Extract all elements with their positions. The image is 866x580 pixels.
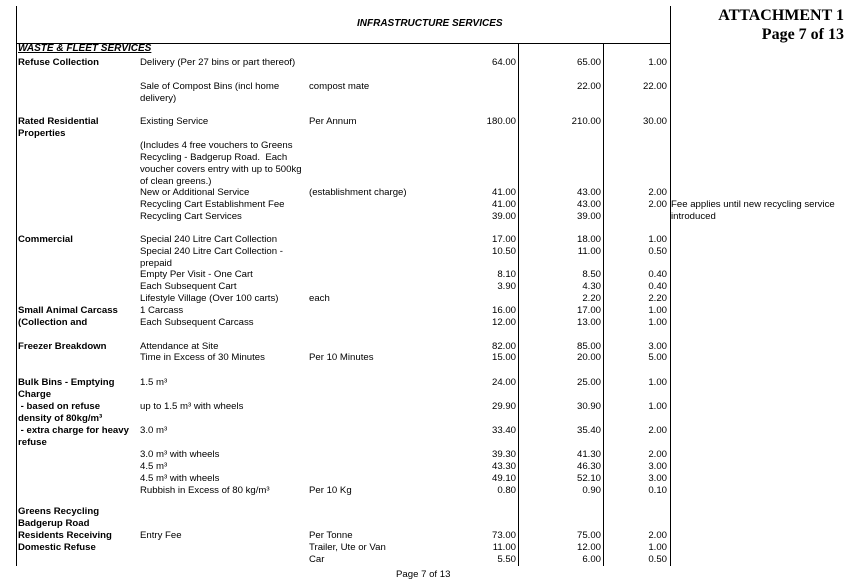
row-proposed-fee: 18.00 — [576, 234, 601, 245]
row-change: 2.00 — [648, 449, 667, 460]
row-proposed-fee: 0.90 — [582, 485, 601, 496]
column-divider-1 — [518, 43, 519, 566]
row-change: 2.20 — [648, 293, 667, 304]
row-proposed-fee: 11.00 — [577, 246, 601, 257]
row-proposed-fee: 22.00 — [576, 81, 601, 92]
row-proposed-fee: 2.20 — [582, 293, 601, 304]
row-current-fee: 5.50 — [497, 554, 516, 565]
row-proposed-fee: 35.40 — [576, 425, 601, 436]
attachment-label — [718, 6, 844, 44]
row-current-fee: 41.00 — [491, 187, 516, 198]
row-description: Time in Excess of 30 Minutes — [140, 352, 265, 363]
row-unit: Car — [309, 554, 325, 565]
row-category: density of 80kg/m³ — [18, 413, 103, 424]
row-unit: Per Annum — [309, 116, 357, 127]
row-change: 1.00 — [648, 542, 667, 553]
row-change: 0.10 — [648, 485, 667, 496]
row-category: Refuse Collection — [18, 57, 100, 68]
row-description: 1.5 m³ — [140, 377, 168, 388]
row-category: Residents Receiving — [18, 530, 112, 541]
row-category: - based on refuse — [18, 401, 101, 412]
row-description: Special 240 Litre Cart Collection - — [140, 246, 283, 257]
row-description: Entry Fee — [140, 530, 182, 541]
row-proposed-fee: 12.00 — [576, 542, 601, 553]
row-description: Attendance at Site — [140, 341, 219, 352]
row-unit: compost mate — [309, 81, 370, 92]
row-change: 1.00 — [648, 305, 667, 316]
row-category: Small Animal Carcass — [18, 305, 118, 316]
row-unit: Per 10 Minutes — [309, 352, 374, 363]
row-category: Commercial — [18, 234, 73, 245]
row-current-fee: 3.90 — [497, 281, 516, 292]
row-note: introduced — [671, 211, 716, 222]
row-change: 3.00 — [648, 461, 667, 472]
row-description: Special 240 Litre Cart Collection — [140, 234, 278, 245]
row-unit: (establishment charge) — [309, 187, 407, 198]
row-current-fee: 180.00 — [486, 116, 516, 127]
row-description: New or Additional Service — [140, 187, 250, 198]
row-change: 2.00 — [648, 187, 667, 198]
row-current-fee: 29.90 — [491, 401, 516, 412]
row-description: voucher covers entry with up to 500kg — [140, 164, 302, 175]
row-description: 4.5 m³ with wheels — [140, 473, 220, 484]
row-current-fee: 43.30 — [491, 461, 516, 472]
attachment-page: Page 7 of 13 — [761, 26, 844, 43]
row-description: 3.0 m³ with wheels — [140, 449, 220, 460]
row-current-fee: 64.00 — [491, 57, 516, 68]
row-current-fee: 24.00 — [491, 377, 516, 388]
row-description: 3.0 m³ — [140, 425, 168, 436]
row-category: Bulk Bins - Emptying — [18, 377, 115, 388]
row-description: 4.5 m³ — [140, 461, 168, 472]
row-proposed-fee: 17.00 — [576, 305, 601, 316]
row-unit: Per Tonne — [309, 530, 353, 541]
row-description: of clean greens.) — [140, 176, 212, 187]
row-category: Rated Residential — [18, 116, 99, 127]
row-unit: Trailer, Ute or Van — [309, 542, 386, 553]
row-proposed-fee: 43.00 — [576, 187, 601, 198]
row-current-fee: 0.80 — [497, 485, 516, 496]
row-description: Recycling Cart Establishment Fee — [140, 199, 285, 210]
row-proposed-fee: 25.00 — [576, 377, 601, 388]
row-proposed-fee: 52.10 — [576, 473, 601, 484]
row-proposed-fee: 20.00 — [576, 352, 601, 363]
row-change: 1.00 — [648, 234, 667, 245]
row-description: Sale of Compost Bins (incl home — [140, 81, 280, 92]
row-change: 5.00 — [648, 352, 667, 363]
row-proposed-fee: 6.00 — [582, 554, 601, 565]
row-change: 1.00 — [648, 377, 667, 388]
row-category: (Collection and — [18, 317, 88, 328]
row-category: Badgerup Road — [18, 518, 90, 529]
row-change: 3.00 — [648, 473, 667, 484]
column-divider-2 — [603, 43, 604, 566]
row-change: 2.00 — [648, 199, 667, 210]
row-description: Lifestyle Village (Over 100 carts) — [140, 293, 279, 304]
row-description: prepaid — [140, 258, 173, 269]
row-description: Recycling Cart Services — [140, 211, 242, 222]
row-proposed-fee: 13.00 — [576, 317, 601, 328]
row-note: Fee applies until new recycling service — [671, 199, 835, 210]
row-category: Domestic Refuse — [18, 542, 96, 553]
row-change: 2.00 — [648, 425, 667, 436]
row-category: Greens Recycling — [18, 506, 100, 517]
row-current-fee: 11.00 — [492, 542, 516, 553]
row-category: - extra charge for heavy — [18, 425, 129, 436]
row-description: Recycling - Badgerup Road. Each — [140, 152, 288, 163]
row-current-fee: 15.00 — [491, 352, 516, 363]
row-proposed-fee: 85.00 — [576, 341, 601, 352]
row-description: 1 Carcass — [140, 305, 184, 316]
row-description: Rubbish in Excess of 80 kg/m³ — [140, 485, 270, 496]
row-change: 0.40 — [648, 281, 667, 292]
row-current-fee: 33.40 — [491, 425, 516, 436]
page-footer: Page 7 of 13 — [396, 569, 451, 580]
row-change: 0.50 — [648, 554, 667, 565]
row-unit: Per 10 Kg — [309, 485, 352, 496]
row-description: Each Subsequent Cart — [140, 281, 237, 292]
row-description: Empty Per Visit - One Cart — [140, 269, 253, 280]
row-current-fee: 73.00 — [491, 530, 516, 541]
row-proposed-fee: 41.30 — [576, 449, 601, 460]
section-title: WASTE & FLEET SERVICES — [18, 43, 152, 54]
attachment-number: ATTACHMENT 1 — [718, 7, 844, 24]
row-current-fee: 41.00 — [491, 199, 516, 210]
row-description: delivery) — [140, 93, 177, 104]
row-current-fee: 39.30 — [491, 449, 516, 460]
row-category: Properties — [18, 128, 66, 139]
row-category: Freezer Breakdown — [18, 341, 107, 352]
row-change: 0.50 — [648, 246, 667, 257]
row-current-fee: 17.00 — [491, 234, 516, 245]
page-title: INFRASTRUCTURE SERVICES — [357, 18, 503, 29]
row-description: Existing Service — [140, 116, 209, 127]
row-change: 22.00 — [642, 81, 667, 92]
row-proposed-fee: 46.30 — [576, 461, 601, 472]
row-current-fee: 49.10 — [491, 473, 516, 484]
row-proposed-fee: 4.30 — [582, 281, 601, 292]
row-description: Each Subsequent Carcass — [140, 317, 254, 328]
row-change: 2.00 — [648, 530, 667, 541]
row-category: refuse — [18, 437, 47, 448]
row-proposed-fee: 8.50 — [582, 269, 601, 280]
row-current-fee: 12.00 — [491, 317, 516, 328]
row-description: up to 1.5 m³ with wheels — [140, 401, 244, 412]
row-change: 3.00 — [648, 341, 667, 352]
row-current-fee: 82.00 — [491, 341, 516, 352]
row-change: 1.00 — [648, 317, 667, 328]
row-proposed-fee: 75.00 — [576, 530, 601, 541]
row-current-fee: 39.00 — [491, 211, 516, 222]
row-proposed-fee: 65.00 — [576, 57, 601, 68]
row-change: 0.40 — [648, 269, 667, 280]
row-description: Delivery (Per 27 bins or part thereof) — [140, 57, 296, 68]
row-proposed-fee: 30.90 — [576, 401, 601, 412]
row-proposed-fee: 43.00 — [576, 199, 601, 210]
row-current-fee: 16.00 — [491, 305, 516, 316]
row-change: 1.00 — [648, 401, 667, 412]
row-current-fee: 8.10 — [497, 269, 516, 280]
row-current-fee: 10.50 — [491, 246, 516, 257]
row-proposed-fee: 39.00 — [576, 211, 601, 222]
row-unit: each — [309, 293, 330, 304]
row-description: (Includes 4 free vouchers to Greens — [140, 140, 293, 151]
row-change: 1.00 — [648, 57, 667, 68]
row-change: 30.00 — [642, 116, 667, 127]
row-category: Charge — [18, 389, 52, 400]
row-proposed-fee: 210.00 — [571, 116, 601, 127]
